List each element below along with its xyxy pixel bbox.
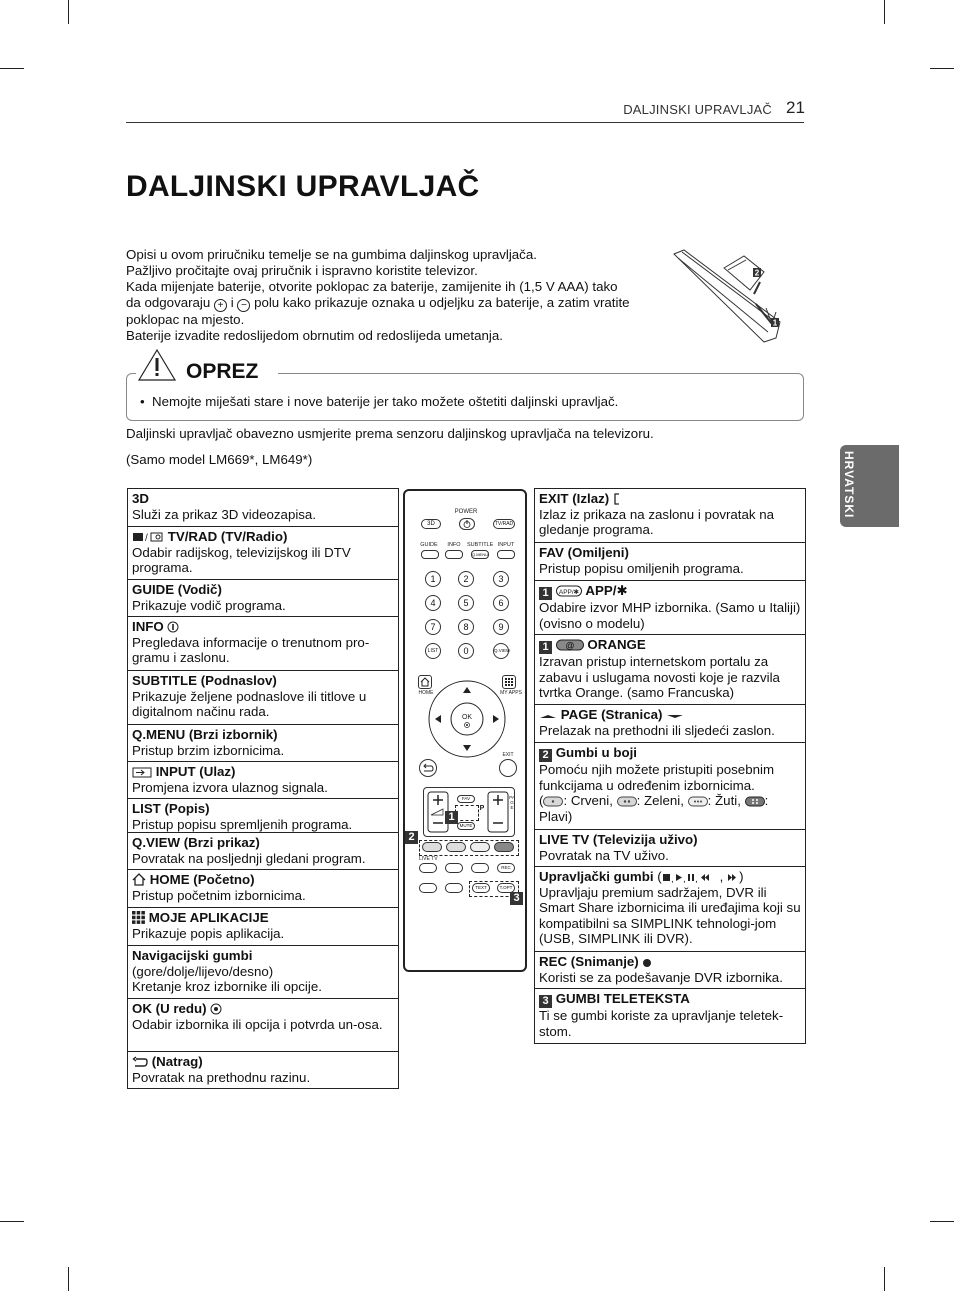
orange-at-icon xyxy=(556,639,584,651)
row-title: Gumbi u boji xyxy=(555,745,637,760)
row-title: GUMBI TELETEKSTA xyxy=(555,991,690,1006)
minus-icon: − xyxy=(237,299,250,312)
input-icon xyxy=(132,766,152,778)
crop-mark xyxy=(0,1221,24,1222)
row-title: SUBTITLE (Podnaslov) xyxy=(132,673,277,688)
my-apps-label: MY APPS xyxy=(500,690,522,696)
rewind-button[interactable] xyxy=(419,883,437,893)
row-title: GUIDE (Vodič) xyxy=(132,582,222,597)
intro-paragraph xyxy=(126,247,671,344)
power-icon xyxy=(460,519,474,529)
row-desc: Povratak na posljednji gledani program. xyxy=(132,850,366,866)
table-row xyxy=(535,951,805,988)
input-label: INPUT xyxy=(497,542,515,548)
row-desc: Prelazak na prethodni ili sljedeći zaslon. xyxy=(539,722,775,738)
table-row xyxy=(535,542,805,580)
crop-mark xyxy=(68,1267,69,1291)
fav-button[interactable]: FAV xyxy=(457,795,475,803)
row-desc: Povratak na prethodnu razinu. xyxy=(132,1069,311,1085)
row-desc: Kretanje kroz izbornike ili opcije. xyxy=(132,979,322,995)
row-title: REC (Snimanje) xyxy=(539,954,639,969)
3d-button[interactable]: 3D xyxy=(421,519,441,529)
qmenu-button[interactable]: Q.MENU xyxy=(472,552,488,557)
row-title: INFO xyxy=(132,619,164,634)
qview-button[interactable]: Q.VIEW xyxy=(493,643,509,659)
table-row xyxy=(535,634,805,704)
row-title: TV/RAD (TV/Radio) xyxy=(167,529,288,544)
table-row xyxy=(128,945,398,998)
tv-radio-icon xyxy=(132,531,164,543)
ok-label: OK xyxy=(461,714,473,721)
table-row: 1 APP/✱ APP/✱ Odabire izvor MHP izbornika. (Samo u Italiji) (ovisno o modelu) xyxy=(535,580,805,634)
info-icon xyxy=(167,621,179,633)
intro-line: Kada mijenjate baterije, otvorite poklopac za baterije, zamijenite ih (1,5 V AAA) tako xyxy=(126,279,618,294)
record-dot-icon xyxy=(642,958,652,968)
row-title: Q.VIEW (Brzi prikaz) xyxy=(132,835,260,850)
crop-mark xyxy=(930,1221,954,1222)
svg-text:,: , xyxy=(694,874,698,883)
exit-button[interactable] xyxy=(499,759,517,777)
table-row xyxy=(128,832,398,869)
home-label: HOME xyxy=(418,690,434,696)
color-label: : Crveni, xyxy=(563,793,613,809)
program-label: P xyxy=(479,805,485,812)
row-desc: Odabir radijskog, televizijskog ili DTV programa. xyxy=(132,544,351,576)
row-desc: Pristup brzim izbornicima. xyxy=(132,742,285,758)
digit-8-button[interactable]: 8 xyxy=(458,619,474,635)
crop-mark xyxy=(930,68,954,69)
red-button-icon xyxy=(543,796,563,807)
row-desc: Upravljaju premium sadržajem, DVR ili Smart Share izbornicima ili uređajima koji su kompatibilni sa SIMPLINK tehnologi-jom (USB, SIMPLINK ili DVR). xyxy=(539,884,801,947)
home-icon xyxy=(132,873,146,886)
row-desc: Prikazuje popis aplikacija. xyxy=(132,925,285,941)
play-button[interactable] xyxy=(445,863,463,873)
row-desc: Pomoću njih možete pristupiti posebnim funkcijama u određenim izbornicima. xyxy=(539,762,775,793)
back-icon xyxy=(132,1056,148,1068)
green-button[interactable] xyxy=(446,842,466,852)
row-title: Navigacijski gumbi xyxy=(132,948,253,963)
program-rocker[interactable] xyxy=(487,791,509,833)
topt-button[interactable]: T.OPT xyxy=(497,883,515,893)
crop-mark xyxy=(884,0,885,24)
svg-text:@: @ xyxy=(565,640,575,651)
back-icon xyxy=(420,760,436,776)
pause-button[interactable] xyxy=(471,863,489,873)
row-title-extra: (gore/dolje/lijevo/desno) xyxy=(132,963,274,979)
digit-9-button[interactable]: 9 xyxy=(493,619,509,635)
row-title: Q.MENU (Brzi izbornik) xyxy=(132,727,278,742)
model-note: (Samo model LM669*, LM649*) xyxy=(126,452,313,467)
color-label: : Zeleni, xyxy=(636,793,684,809)
table-row xyxy=(128,907,398,945)
digit-6-button[interactable]: 6 xyxy=(493,595,509,611)
callout-badge: 3 xyxy=(539,995,552,1008)
battery-illustration xyxy=(668,246,788,346)
exit-icon xyxy=(613,493,621,505)
language-tab xyxy=(840,445,899,527)
table-row xyxy=(128,798,398,832)
page-up-icon xyxy=(539,711,557,721)
row-desc: Odabire izvor MHP izbornika. (Samo u Italiji) (ovisno o modelu) xyxy=(539,600,801,631)
red-button[interactable] xyxy=(422,842,442,852)
row-title: MOJE APLIKACIJE xyxy=(148,910,269,925)
intro-line: poklopac na mjesto. xyxy=(126,312,245,327)
left-button-table xyxy=(127,488,399,1089)
running-header: DALJINSKI UPRAVLJAČ xyxy=(623,102,772,117)
live-tv-label: LIVE TV xyxy=(419,856,438,862)
digit-0-button[interactable]: 0 xyxy=(458,643,474,659)
svg-text:APP/✱: APP/✱ xyxy=(558,589,579,596)
page-label: PAGE xyxy=(509,795,515,810)
table-row xyxy=(128,616,398,670)
row-title: LIVE TV (Televizija uživo) xyxy=(539,832,698,847)
row-title: 3D xyxy=(132,491,149,506)
row-title: PAGE (Stranica) xyxy=(560,707,663,722)
yellow-button-icon xyxy=(688,796,708,807)
back-button[interactable] xyxy=(419,759,437,777)
playback-controls-icon xyxy=(662,872,720,883)
live-tv-button[interactable] xyxy=(419,863,437,873)
row-desc: Pristup popisu spremljenih programa. xyxy=(132,816,353,832)
svg-text:,: , xyxy=(670,874,674,883)
guide-label: GUIDE xyxy=(420,542,438,548)
app-orange-button[interactable] xyxy=(455,805,479,821)
caution-item: • Nemojte miješati stare i nove baterije jer tako možete oštetiti daljinski upravljač. xyxy=(140,394,619,409)
row-title: FAV (Omiljeni) xyxy=(539,545,629,560)
row-desc: Prikazuje vodič programa. xyxy=(132,597,286,613)
remote-control-illustration xyxy=(403,489,527,972)
power-label: POWER xyxy=(454,509,478,515)
my-apps-grid-icon xyxy=(132,911,145,924)
table-row xyxy=(535,488,805,542)
fast-forward-button[interactable] xyxy=(445,883,463,893)
table-row xyxy=(128,761,398,798)
table-row xyxy=(128,1051,398,1088)
row-title: EXIT (Izlaz) xyxy=(539,491,610,506)
digit-1-button[interactable]: 1 xyxy=(425,571,441,587)
list-button[interactable]: LIST xyxy=(425,643,441,659)
row-desc: Promjena izvora ulaznog signala. xyxy=(132,779,328,795)
callout-badge: 3 xyxy=(510,892,523,905)
intro-line xyxy=(126,295,671,312)
caution-title: OPREZ xyxy=(182,360,262,384)
intro-line: Pažljivo pročitajte ovaj priručnik i ispravno koristite televizor. xyxy=(126,263,478,278)
header-rule xyxy=(126,122,804,123)
caution-text: Nemojte miješati stare i nove baterije jer tako možete oštetiti daljinski upravljač. xyxy=(152,394,619,409)
digit-7-button[interactable]: 7 xyxy=(425,619,441,635)
table-row xyxy=(128,869,398,907)
color-label: : Plavi) xyxy=(539,793,769,824)
table-row: Upravljački gumbi ( , , , , ) Upravljaju premium sadržajem, DVR ili Smart Share izbornicima ili uređajima koji su kompatibilni sa SIMPLINK tehnologi-jom (USB, SIMPLINK ili DVR). xyxy=(535,866,805,951)
info-button[interactable] xyxy=(445,550,463,559)
row-title: LIST (Popis) xyxy=(132,801,210,816)
blue-button-icon xyxy=(745,796,765,807)
table-row xyxy=(535,988,805,1043)
ok-icon xyxy=(210,1003,222,1015)
callout-badge: 1 xyxy=(539,641,552,654)
callout-badge: 2 xyxy=(539,749,552,762)
row-title: INPUT (Ulaz) xyxy=(155,764,236,779)
yellow-button[interactable] xyxy=(470,842,490,852)
green-button-icon xyxy=(617,796,637,807)
row-desc: Pregledava informacije o trenutnom pro-gramu i zaslonu. xyxy=(132,634,370,666)
row-title: OK (U redu) xyxy=(132,1001,207,1016)
intro-line: Baterije izvadite redoslijedom obrnutim od redoslijeda umetanja. xyxy=(126,328,503,343)
table-row xyxy=(128,488,398,526)
table-row xyxy=(128,526,398,579)
svg-text:/: / xyxy=(145,533,148,543)
battery-step-label: 2 xyxy=(754,268,760,278)
row-desc: Izravan pristup internetskom portalu za zabavu i uslugama novosti koje je razvila tvrtka Orange. (samo Francuska) xyxy=(539,654,780,701)
battery-step-label: 1 xyxy=(772,318,778,328)
digit-2-button[interactable]: 2 xyxy=(458,571,474,587)
table-row xyxy=(535,829,805,866)
row-title: ORANGE xyxy=(587,637,646,652)
tv-rad-button[interactable]: TV/RAD xyxy=(494,521,514,527)
page-down-icon xyxy=(666,711,684,721)
input-button[interactable] xyxy=(497,550,515,559)
mute-button[interactable]: MUTE xyxy=(457,822,475,830)
row-desc: Ti se gumbi koriste za upravljanje teletek-stom. xyxy=(539,1008,784,1039)
row-desc: Služi za prikaz 3D videozapisa. xyxy=(132,506,317,522)
info-label: INFO xyxy=(447,542,461,548)
svg-text:,: , xyxy=(682,874,686,883)
plus-icon: + xyxy=(214,299,227,312)
callout-badge: 1 xyxy=(445,811,458,824)
row-title: (Natrag) xyxy=(151,1054,203,1069)
crop-mark xyxy=(884,1267,885,1291)
row-title: Upravljački gumbi xyxy=(539,869,654,884)
table-row xyxy=(128,579,398,616)
row-title: HOME (Početno) xyxy=(149,872,255,887)
callout-badge: 2 xyxy=(405,831,418,844)
app-button-icon xyxy=(556,585,582,597)
digit-4-button[interactable]: 4 xyxy=(425,595,441,611)
table-row xyxy=(128,998,398,1051)
digit-5-button[interactable]: 5 xyxy=(458,595,474,611)
callout-badge: 1 xyxy=(539,587,552,600)
language-tab-label: HRVATSKI xyxy=(842,451,856,519)
rec-button[interactable]: REC xyxy=(497,863,515,873)
row-desc: Prikazuje željene podnaslove ili titlove u digitalnom načinu rada. xyxy=(132,688,367,720)
table-row xyxy=(128,670,398,724)
table-row xyxy=(535,704,805,742)
digit-3-button[interactable]: 3 xyxy=(493,571,509,587)
row-desc: Izlaz iz prikaza na zaslonu i povratak na gledanje programa. xyxy=(539,506,775,538)
power-button[interactable] xyxy=(459,518,475,530)
warning-triangle-icon xyxy=(137,348,177,382)
right-button-table xyxy=(534,488,806,1044)
row-desc: Pristup početnim izbornicima. xyxy=(132,887,306,903)
intro-text: i xyxy=(230,295,234,310)
guide-button[interactable] xyxy=(421,550,439,559)
page-title: DALJINSKI UPRAVLJAČ xyxy=(126,170,480,203)
row-desc: Odabir izbornika ili opcija i potvrda un-osa. xyxy=(132,1016,383,1032)
intro-text: da odgovaraju xyxy=(126,295,211,310)
table-row: 2 Gumbi u boji Pomoću njih možete pristupiti posebnim funkcijama u određenim izbornicima. ( : Crveni, : Zeleni, : Žuti, : Plavi) xyxy=(535,742,805,829)
table-row xyxy=(128,724,398,761)
blue-button[interactable] xyxy=(494,842,514,852)
intro-text: polu kako prikazuje oznaka u odjeljku za baterije, a zatim vratite xyxy=(254,295,630,310)
row-desc: Pristup popisu omiljenih programa. xyxy=(539,560,744,576)
aim-note: Daljinski upravljač obavezno usmjerite prema senzoru daljinskog upravljača na televizoru. xyxy=(126,426,654,441)
fast-forward-icon xyxy=(727,872,739,883)
page-number: 21 xyxy=(786,98,805,117)
row-title: APP/ xyxy=(585,583,617,598)
row-desc: Koristi se za podešavanje DVR izbornika. xyxy=(539,969,783,985)
crop-mark xyxy=(68,0,69,24)
crop-mark xyxy=(0,68,24,69)
subtitle-label: SUBTITLE xyxy=(467,542,494,548)
intro-line: Opisi u ovom priručniku temelje se na gumbima daljinskog upravljača. xyxy=(126,247,537,262)
row-desc: Povratak na TV uživo. xyxy=(539,847,669,863)
text-button[interactable]: TEXT xyxy=(472,883,490,893)
exit-label: EXIT xyxy=(502,752,514,758)
color-label: : Žuti, xyxy=(707,793,741,809)
